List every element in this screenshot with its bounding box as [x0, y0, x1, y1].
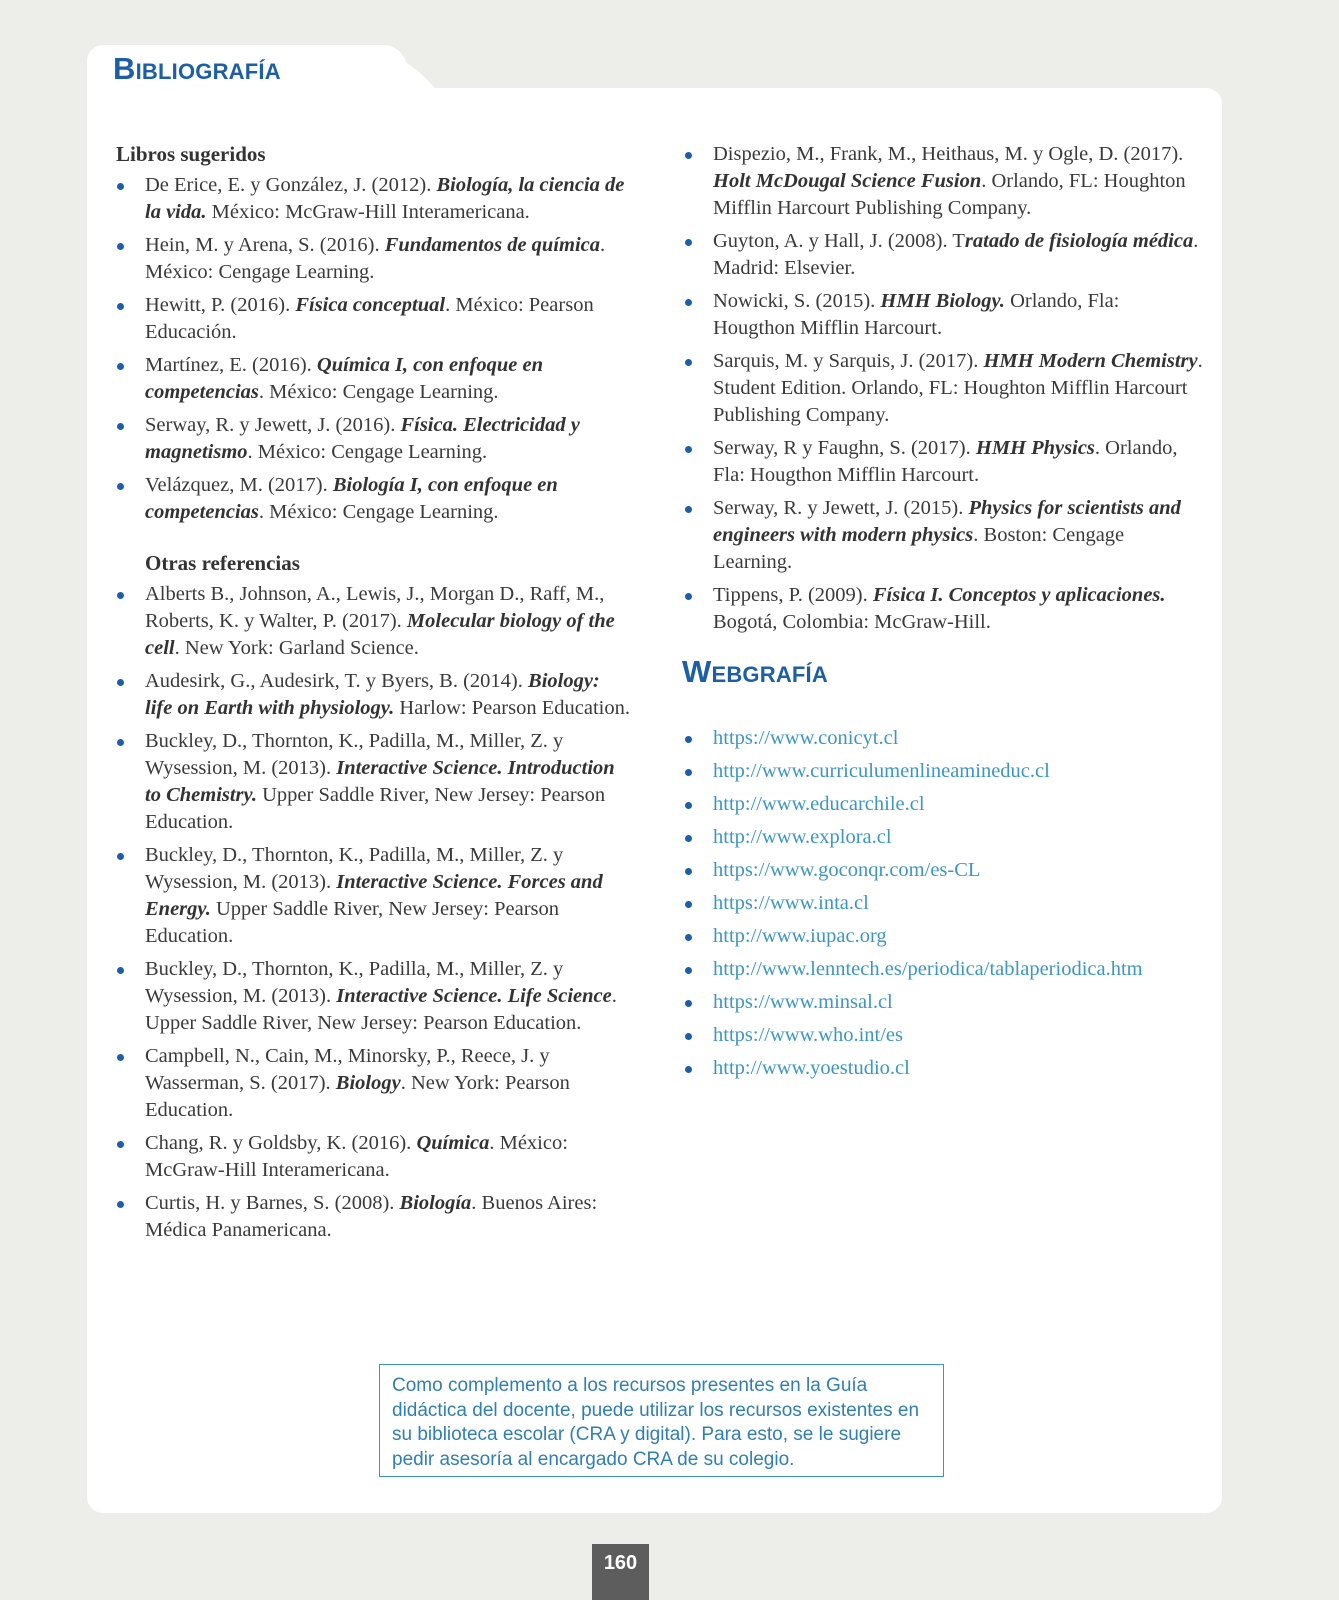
- reference-authors: Sarquis, M. y Sarquis, J. (2017).: [713, 350, 984, 372]
- webography-link[interactable]: https://www.inta.cl: [713, 892, 869, 914]
- webography-item: [684, 1022, 1204, 1049]
- webography-link[interactable]: http://www.lenntech.es/periodica/tablaperiodica.htm: [713, 958, 1143, 980]
- webography-item: [684, 923, 1204, 950]
- reference-title: Química: [416, 1132, 490, 1154]
- others-list: [116, 581, 631, 1244]
- reference-item: [684, 228, 1204, 282]
- reference-item: [684, 582, 1204, 636]
- reference-authors: Campbell, N., Cain, M., Minorsky, P., Reece, J. y Wasserman, S. (2017).: [145, 1045, 550, 1094]
- others-list-continued: [684, 141, 1204, 636]
- reference-publisher: México: McGraw-Hill Interamericana.: [206, 201, 530, 223]
- reference-item: [116, 232, 631, 286]
- reference-title: HMH Physics: [975, 437, 1095, 459]
- webography-title: Webgrafía: [682, 654, 828, 689]
- reference-authors: Tippens, P. (2009).: [713, 584, 873, 606]
- reference-authors: Buckley, D., Thornton, K., Padilla, M., Miller, Z. y Wysession, M. (2013).: [145, 844, 564, 893]
- reference-item: [116, 1043, 631, 1124]
- reference-authors: Hewitt, P. (2016).: [145, 294, 296, 316]
- reference-authors: Alberts B., Johnson, A., Lewis, J., Morgan D., Raff, M., Roberts, K. y Walter, P. (2017).: [145, 583, 605, 632]
- reference-publisher: . México: Cengage Learning.: [145, 234, 606, 283]
- webography-link[interactable]: http://www.educarchile.cl: [713, 793, 925, 815]
- reference-publisher: . Buenos Aires: Médica Panamericana.: [145, 1192, 598, 1241]
- reference-item: [116, 1130, 631, 1184]
- books-list: [116, 172, 631, 526]
- reference-title: Física. Electricidad y magnetismo: [145, 414, 580, 463]
- reference-publisher: Orlando, Fla: Hougthon Mifflin Harcourt.: [713, 290, 1120, 339]
- reference-title: Biology: life on Earth with physiology.: [145, 670, 600, 719]
- reference-publisher: . Upper Saddle River, New Jersey: Pearson Education.: [145, 985, 617, 1034]
- reference-title: Interactive Science. Forces and Energy.: [145, 871, 603, 920]
- reference-item: [684, 288, 1204, 342]
- reference-authors: Curtis, H. y Barnes, S. (2008).: [145, 1192, 400, 1214]
- reference-publisher: . Orlando, Fla: Hougthon Mifflin Harcourt.: [713, 437, 1178, 486]
- reference-item: [116, 1190, 631, 1244]
- reference-item: [684, 141, 1204, 222]
- reference-title: Biología I, con enfoque en competencias: [145, 474, 558, 523]
- reference-title: Biología: [399, 1192, 472, 1214]
- reference-authors: Hein, M. y Arena, S. (2016).: [145, 234, 385, 256]
- reference-publisher: . México: Cengage Learning.: [258, 381, 499, 403]
- reference-authors: Buckley, D., Thornton, K., Padilla, M., Miller, Z. y Wysession, M. (2013).: [145, 730, 564, 779]
- reference-item: [116, 412, 631, 466]
- webography-link[interactable]: http://www.curriculumenlineamineduc.cl: [713, 760, 1050, 782]
- reference-publisher: . México: Pearson Educación.: [145, 294, 594, 343]
- reference-title: Biology: [335, 1072, 401, 1094]
- reference-title: Química I, con enfoque en competencias: [145, 354, 543, 403]
- reference-title: Fundamentos de química: [384, 234, 600, 256]
- reference-publisher: . Student Edition. Orlando, FL: Houghton Mifflin Harcourt Publishing Company.: [713, 350, 1203, 426]
- reference-publisher: Harlow: Pearson Education.: [394, 697, 630, 719]
- reference-title: Interactive Science. Introduction to Chemistry.: [145, 757, 615, 806]
- reference-item: [116, 668, 631, 722]
- books-heading: Libros sugeridos: [116, 142, 266, 166]
- left-column: [116, 141, 631, 1250]
- reference-item: [116, 581, 631, 662]
- reference-title: Physics for scientists and engineers with modern physics: [713, 497, 1181, 546]
- webography-item: [684, 824, 1204, 851]
- reference-publisher: . New York: Pearson Education.: [145, 1072, 570, 1121]
- reference-item: [684, 435, 1204, 489]
- note-box: [379, 1364, 944, 1477]
- reference-publisher: . México: McGraw-Hill Interamericana.: [145, 1132, 568, 1181]
- reference-title: Interactive Science. Life Science: [336, 985, 612, 1007]
- webography-link[interactable]: http://www.iupac.org: [713, 925, 887, 947]
- reference-publisher: . New York: Garland Science.: [174, 637, 419, 659]
- reference-title: Molecular biology of the cell: [145, 610, 615, 659]
- reference-authors: Guyton, A. y Hall, J. (2008). T: [713, 230, 965, 252]
- reference-publisher: Upper Saddle River, New Jersey: Pearson Education.: [145, 898, 560, 947]
- webography-item: [684, 791, 1204, 818]
- webography-item: [684, 857, 1204, 884]
- reference-item: [116, 956, 631, 1037]
- webography-link[interactable]: https://www.who.int/es: [713, 1024, 904, 1046]
- reference-item: [116, 728, 631, 836]
- webography-item: [684, 1055, 1204, 1082]
- reference-title: Biología, la ciencia de la vida.: [145, 174, 625, 223]
- reference-publisher: . México: Cengage Learning.: [247, 441, 488, 463]
- reference-authors: Serway, R y Faughn, S. (2017).: [713, 437, 976, 459]
- reference-title: ratado de fisiología médica: [964, 230, 1194, 252]
- webography-item: [684, 989, 1204, 1016]
- webography-link[interactable]: https://www.goconqr.com/es-CL: [713, 859, 981, 881]
- reference-item: [684, 495, 1204, 576]
- reference-authors: Serway, R. y Jewett, J. (2015).: [713, 497, 969, 519]
- note-text: Como complemento a los recursos presentes en la Guía didáctica del docente, puede utilizar los recursos existentes en su biblioteca escolar (CRA y digital). Para esto, se le sugiere pedir asesoría al encargado CRA de su colegio.: [392, 1375, 920, 1470]
- reference-authors: De Erice, E. y González, J. (2012).: [145, 174, 437, 196]
- webography-item: [684, 725, 1204, 752]
- webography-item: [684, 758, 1204, 785]
- webography-item: [684, 890, 1204, 917]
- reference-item: [116, 352, 631, 406]
- reference-authors: Nowicki, S. (2015).: [713, 290, 881, 312]
- webography-item: [684, 956, 1204, 983]
- page-title: Bibliografía: [113, 51, 281, 86]
- reference-publisher: Bogotá, Colombia: McGraw-Hill.: [713, 611, 991, 633]
- reference-item: [116, 172, 631, 226]
- reference-title: Física conceptual: [295, 294, 446, 316]
- reference-authors: Dispezio, M., Frank, M., Heithaus, M. y Ogle, D. (2017).: [713, 143, 1184, 165]
- right-column: [684, 141, 1204, 642]
- reference-authors: Audesirk, G., Audesirk, T. y Byers, B. (2014).: [145, 670, 529, 692]
- reference-title: Física I. Conceptos y aplicaciones.: [872, 584, 1166, 606]
- reference-item: [684, 348, 1204, 429]
- webography-link[interactable]: https://www.minsal.cl: [713, 991, 893, 1013]
- webography-link[interactable]: http://www.yoestudio.cl: [713, 1057, 910, 1079]
- reference-publisher: . Madrid: Elsevier.: [713, 230, 1199, 279]
- reference-authors: Velázquez, M. (2017).: [145, 474, 333, 496]
- reference-authors: Chang, R. y Goldsby, K. (2016).: [145, 1132, 417, 1154]
- reference-item: [116, 292, 631, 346]
- webography-list: [684, 725, 1204, 1088]
- webography-link[interactable]: http://www.explora.cl: [713, 826, 892, 848]
- webography-link[interactable]: https://www.conicyt.cl: [713, 727, 899, 749]
- reference-publisher: . México: Cengage Learning.: [258, 501, 499, 523]
- reference-publisher: . Boston: Cengage Learning.: [713, 524, 1125, 573]
- reference-publisher: . Orlando, FL: Houghton Mifflin Harcourt Publishing Company.: [713, 170, 1186, 219]
- reference-title: HMH Modern Chemistry: [983, 350, 1198, 372]
- others-heading: Otras referencias: [145, 551, 300, 575]
- reference-publisher: Upper Saddle River, New Jersey: Pearson Education.: [145, 784, 606, 833]
- reference-item: [116, 842, 631, 950]
- reference-title: HMH Biology.: [880, 290, 1005, 312]
- reference-item: [116, 472, 631, 526]
- reference-authors: Buckley, D., Thornton, K., Padilla, M., Miller, Z. y Wysession, M. (2013).: [145, 958, 564, 1007]
- page-number: 160: [592, 1544, 649, 1600]
- reference-title: Holt McDougal Science Fusion: [713, 170, 982, 192]
- reference-authors: Martínez, E. (2016).: [145, 354, 317, 376]
- reference-authors: Serway, R. y Jewett, J. (2016).: [145, 414, 401, 436]
